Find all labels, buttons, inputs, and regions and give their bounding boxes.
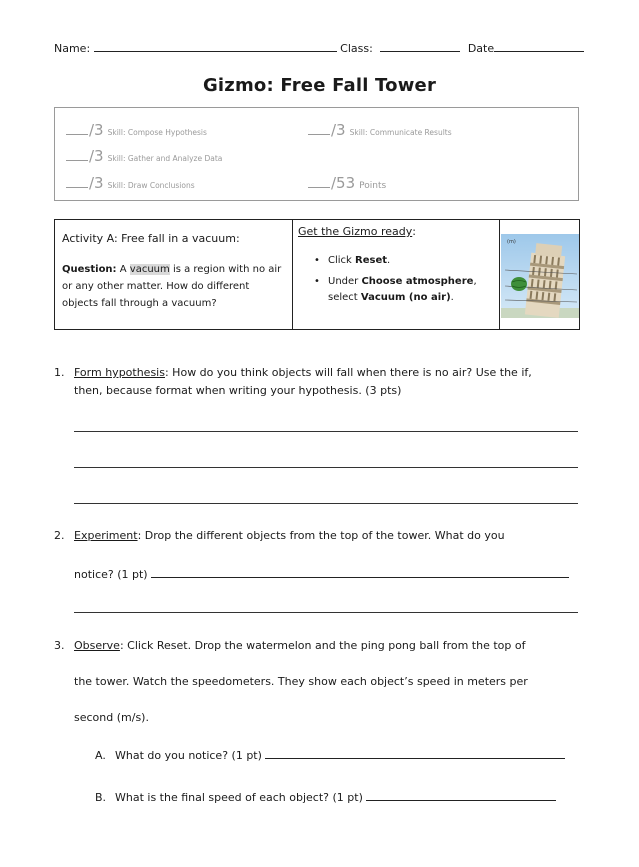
- answer-line[interactable]: [74, 431, 578, 432]
- skill-draw-conclusions: /3 Skill: Draw Conclusions: [66, 173, 195, 192]
- name-label: Name:: [54, 42, 91, 55]
- skill-compose-hypothesis: /3 Skill: Compose Hypothesis: [66, 120, 207, 139]
- header-row: [54, 40, 584, 55]
- vacuum-highlight: vacuum: [129, 264, 170, 275]
- gizmo-ready-list: [307, 253, 497, 311]
- list-item: • Under Choose atmosphere, select Vacuum (no air).: [314, 276, 477, 303]
- score-blank[interactable]: [66, 175, 88, 188]
- question-3-cont: the tower. Watch the speedometers. They show each object’s speed in meters per: [74, 675, 528, 688]
- question-3-cont2: second (m/s).: [74, 711, 149, 724]
- date-label: Date: [467, 42, 495, 55]
- question-3a: A. What do you notice? (1 pt): [95, 747, 565, 762]
- question-2: 2. Experiment: Drop the different objects from the top of the tower. What do you: [54, 529, 505, 542]
- question-2-cont: notice? (1 pt): [74, 566, 569, 581]
- answer-line[interactable]: [74, 612, 578, 613]
- date-field[interactable]: [494, 40, 584, 52]
- score-blank[interactable]: [308, 122, 330, 135]
- answer-line[interactable]: [151, 566, 569, 578]
- answer-line[interactable]: [74, 503, 578, 504]
- question-1-cont: then, because format when writing your hypothesis. (3 pts): [74, 384, 402, 397]
- score-blank[interactable]: [66, 148, 88, 161]
- answer-line[interactable]: [366, 789, 556, 801]
- score-blank[interactable]: [308, 175, 330, 188]
- list-item: • Click Reset.: [314, 255, 391, 266]
- gizmo-ready-title: Get the Gizmo ready:: [298, 225, 416, 238]
- class-field[interactable]: [380, 40, 460, 52]
- skill-communicate-results: /3 Skill: Communicate Results: [308, 120, 452, 139]
- svg-text:(m): (m): [507, 239, 516, 245]
- skill-gather-analyze: /3 Skill: Gather and Analyze Data: [66, 146, 222, 165]
- leaning-tower-image: [501, 234, 579, 318]
- answer-line[interactable]: [74, 467, 578, 468]
- answer-line[interactable]: [265, 747, 565, 759]
- score-blank[interactable]: [66, 122, 88, 135]
- name-field[interactable]: [94, 40, 337, 52]
- total-points: /53 Points: [308, 173, 386, 192]
- question-1: 1. Form hypothesis: How do you think objects will fall when there is no air? Use the if,: [54, 366, 532, 379]
- question-3: 3. Observe: Click Reset. Drop the watermelon and the ping pong ball from the top of: [54, 639, 526, 652]
- activity-question: Question: A vacuum is a region with no air or any other matter. How do different objects fall through a vacuum?: [62, 264, 282, 309]
- activity-table: [54, 219, 580, 330]
- class-label: Class:: [340, 42, 373, 55]
- question-3b: B. What is the final speed of each object? (1 pt): [95, 789, 556, 804]
- page-title: Gizmo: Free Fall Tower: [202, 75, 437, 96]
- skills-box: [54, 107, 579, 201]
- activity-title: Activity A: Free fall in a vacuum:: [62, 232, 240, 245]
